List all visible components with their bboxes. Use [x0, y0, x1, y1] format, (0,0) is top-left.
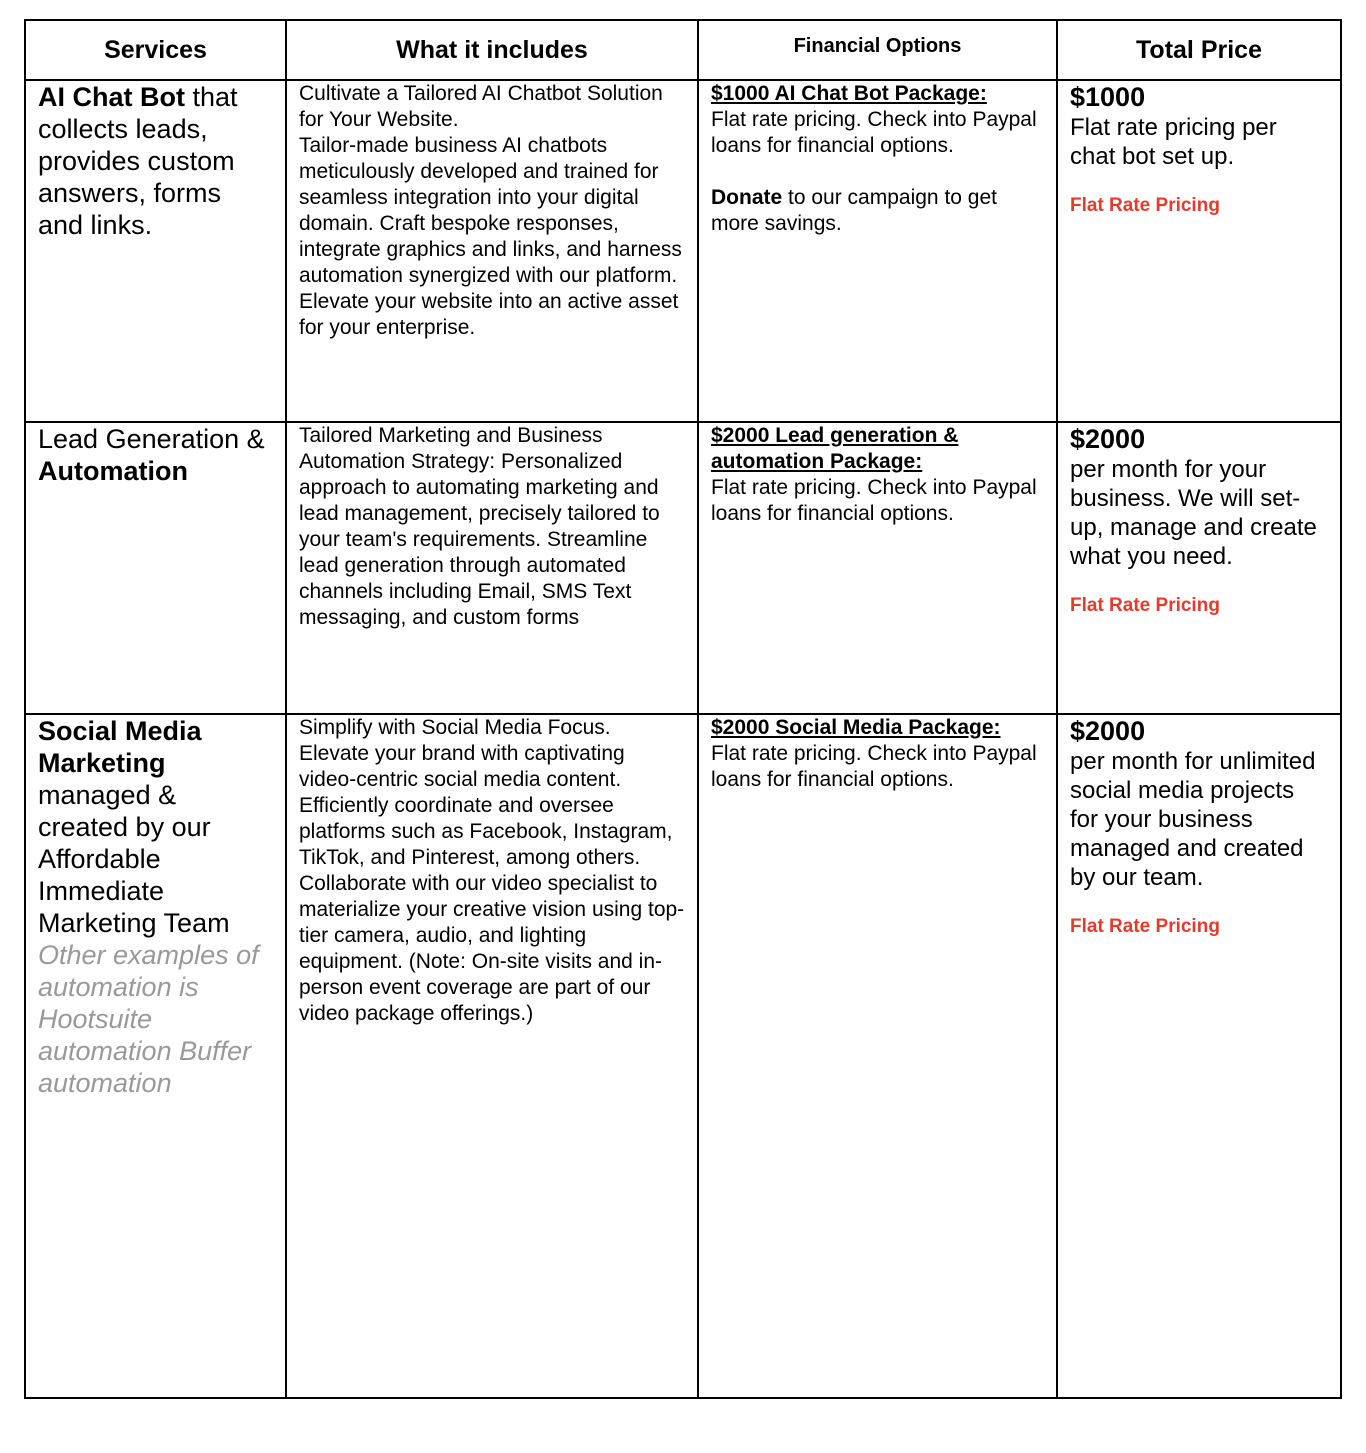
header-includes: What it includes	[286, 20, 698, 80]
table-row	[25, 422, 1341, 713]
flat-rate-label: Flat Rate Pricing	[1070, 195, 1220, 217]
header-total-price: Total Price	[1057, 20, 1341, 80]
package-title: $1000 AI Chat Bot Package:	[711, 82, 987, 106]
price-amount: $2000	[1070, 715, 1146, 746]
package-title: $2000 Social Media Package:	[711, 715, 1001, 739]
header-row	[25, 20, 1341, 80]
header-financial-options: Financial Options	[698, 20, 1057, 80]
financial-cell: $2000 Social Media Package: Flat rate pricing. Check into Paypal loans for financial options.	[698, 714, 1057, 1399]
price-cell: $2000 per month for your business. We will set-up, manage and create what you need. Flat Rate Pricing	[1057, 422, 1341, 713]
table-row	[25, 714, 1341, 1399]
price-amount: $2000	[1070, 424, 1146, 455]
table-row	[25, 80, 1341, 422]
flat-rate-label: Flat Rate Pricing	[1070, 915, 1220, 937]
includes-cell: Cultivate a Tailored AI Chatbot Solution for Your Website. Tailor-made business AI chatbots meticulously developed and trained for seamless integration into your digital domain. Craft bespoke responses, integrate graphics and links, and harness automation synergized with our platform. Elevate your website into an active asset for your enterprise.	[286, 80, 698, 422]
automation-examples-note: Other examples of automation is Hootsuite automation Buffer automation	[38, 939, 259, 1098]
price-cell: $1000 Flat rate pricing per chat bot set up. Flat Rate Pricing	[1057, 80, 1341, 422]
financial-cell: $2000 Lead generation & automation Package: Flat rate pricing. Check into Paypal loans for financial options.	[698, 422, 1057, 713]
includes-cell: Tailored Marketing and Business Automation Strategy: Personalized approach to automating marketing and lead management, precisely tailored to your team's requirements. Streamline lead generation through automated channels including Email, SMS Text messaging, and custom forms	[286, 422, 698, 713]
donate-label: Donate	[711, 186, 783, 210]
header-services: Services	[25, 20, 286, 80]
service-cell: AI Chat Bot that collects leads, provides custom answers, forms and links.	[25, 80, 286, 422]
package-title: $2000 Lead generation & automation Package:	[711, 424, 959, 474]
service-cell: Lead Generation & Automation	[25, 422, 286, 713]
service-cell: Social Media Marketing managed & created by our Affordable Immediate Marketing Team Other examples of automation is Hootsuite automation Buffer automation	[25, 714, 286, 1399]
services-pricing-table	[24, 19, 1342, 1399]
price-amount: $1000	[1070, 82, 1146, 113]
financial-cell: $1000 AI Chat Bot Package: Flat rate pricing. Check into Paypal loans for financial options. Donate to our campaign to get more savings.	[698, 80, 1057, 422]
flat-rate-label: Flat Rate Pricing	[1070, 595, 1220, 617]
price-cell: $2000 per month for unlimited social media projects for your business managed and created by our team. Flat Rate Pricing	[1057, 714, 1341, 1399]
includes-cell: Simplify with Social Media Focus. Elevate your brand with captivating video-centric social media content. Efficiently coordinate and oversee platforms such as Facebook, Instagram, TikTok, and Pinterest, among others. Collaborate with our video specialist to materialize your creative vision using top-tier camera, audio, and lighting equipment. (Note: On-site visits and in-person event coverage are part of our video package offerings.)	[286, 714, 698, 1399]
